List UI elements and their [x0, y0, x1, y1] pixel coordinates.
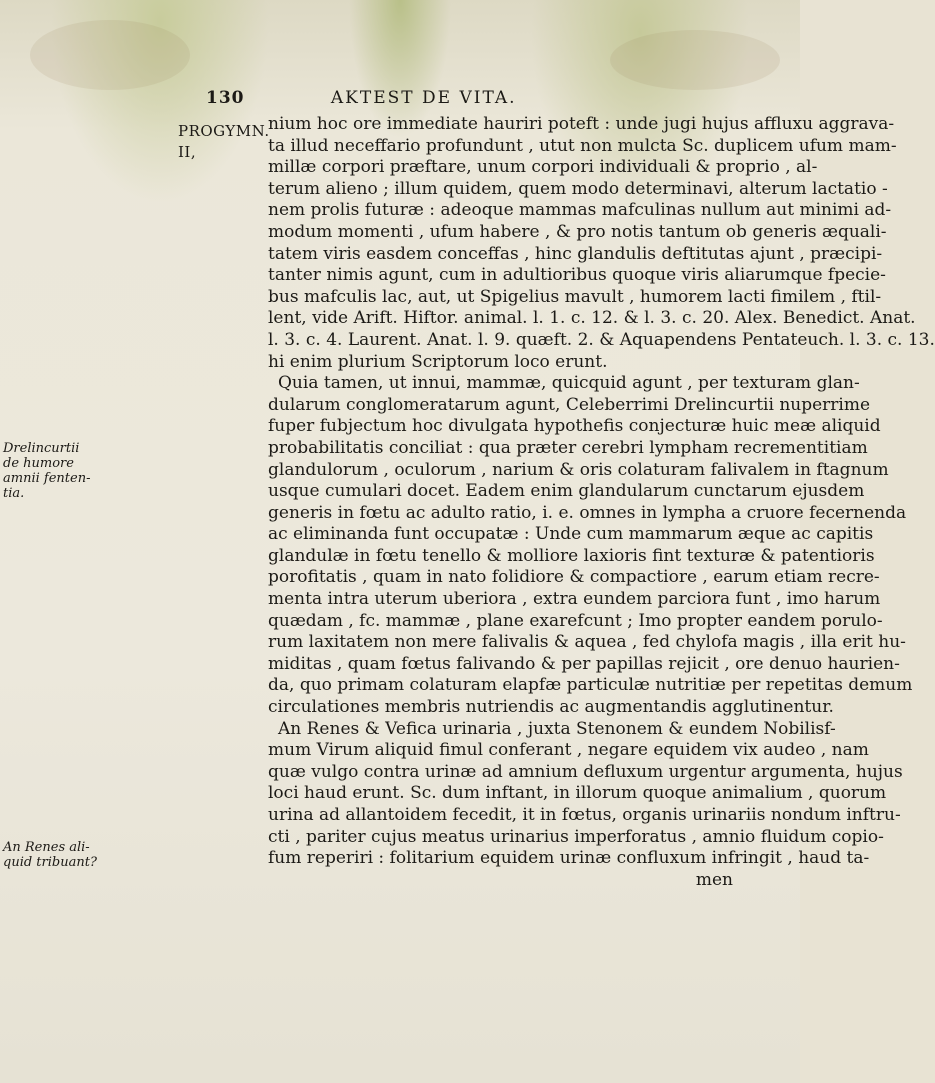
- margin-note-line: Drelincurtii: [3, 441, 80, 456]
- text-line: millæ corpori præftare, unum corpori individuali & proprio , al-: [268, 157, 818, 178]
- text-line: terum alieno ; illum quidem, quem modo determinavi, alterum lactatio -: [268, 178, 888, 199]
- running-head: [206, 88, 626, 108]
- text-line: generis in fœtu ac adulto ratio, i. e. omnes in lympha a cruore fecernenda: [268, 502, 907, 523]
- page-number: 130: [206, 88, 245, 108]
- text-line: Quia tamen, ut innui, mammæ, quicquid agunt , per texturam glan-: [278, 373, 860, 394]
- text-line: glandulorum , oculorum , narium & oris colaturam falivalem in ftagnum: [268, 459, 889, 480]
- margin-note-line: de humore: [3, 456, 74, 471]
- text-line: probabilitatis conciliat : qua præter cerebri lympham recrementitiam: [268, 437, 868, 458]
- text-line: quæ vulgo contra urinæ ad amnium defluxum urgentur argumenta, hujus: [268, 761, 903, 782]
- text-line: dularum conglomeratarum agunt, Celeberrimi Drelincurtii nuperrime: [268, 394, 871, 415]
- running-title: AKTEST DE VITA.: [330, 88, 517, 108]
- text-line: circulationes membris nutriendis ac augmentandis agglutinentur.: [268, 697, 834, 718]
- page-stain: [610, 30, 780, 90]
- margin-note-renes: [3, 840, 113, 870]
- text-line: quædam , fc. mammæ , plane exarefcunt ; Imo propter eandem porulo-: [268, 610, 883, 631]
- text-line: lent, vide Arift. Hiftor. animal. l. 1. c. 12. & l. 3. c. 20. Alex. Benedict. Anat.: [268, 308, 916, 329]
- text-line: porofitatis , quam in nato folidiore & compactiore , earum etiam recre-: [268, 567, 880, 588]
- text-line: rum laxitatem non mere falivalis & aquea , fed chylofa magis , illa erit hu-: [268, 632, 906, 653]
- text-line: ta illud neceffario profundunt , utut non mulcta Sc. duplicem ufum mam-: [268, 135, 897, 156]
- text-line: An Renes & Vefica urinaria , juxta Stenonem & eundem Nobilisf-: [278, 718, 836, 739]
- margin-note-line: tia.: [3, 486, 25, 501]
- page-stain: [30, 20, 190, 90]
- text-line: usque cumulari docet. Eadem enim glandularum cunctarum ejusdem: [268, 481, 865, 502]
- text-line: l. 3. c. 4. Laurent. Anat. l. 9. quæft. 2. & Aquapendens Pentateuch. l. 3. c. 13.: [268, 329, 935, 350]
- section-label: [178, 121, 270, 163]
- text-line: tatem viris easdem conceffas , hinc glandulis deftitutas ajunt , præcipi-: [268, 243, 883, 264]
- section-label-line: PROGYMN.: [178, 122, 270, 140]
- text-line: bus mafculis lac, aut, ut Spigelius mavult , humorem lacti fimilem , ftil-: [268, 286, 882, 307]
- text-line: cti , pariter cujus meatus urinarius imperforatus , amnio fluidum copio-: [268, 826, 884, 847]
- margin-note-line: amnii fenten-: [3, 471, 91, 486]
- text-line: glandulæ in fœtu tenello & molliore laxioris fint texturæ & patentioris: [268, 545, 875, 566]
- catchword: men: [695, 869, 733, 890]
- text-line: modum momenti , ufum habere , & pro notis tantum ob generis æquali-: [268, 221, 887, 242]
- text-line: menta intra uterum uberiora , extra eundem parciora funt , imo harum: [268, 589, 881, 610]
- text-line: loci haud erunt. Sc. dum inftant, in illorum quoque animalium , quorum: [268, 783, 887, 804]
- margin-note-line: quid tribuant?: [3, 855, 97, 870]
- text-line: miditas , quam fœtus falivando & per papillas rejicit , ore denuo haurien-: [268, 653, 900, 674]
- section-label-line: II,: [178, 143, 197, 161]
- margin-note-line: An Renes ali-: [3, 840, 90, 855]
- text-line: mum Virum aliquid fimul conferant , negare equidem vix audeo , nam: [268, 740, 869, 761]
- text-line: ac eliminanda funt occupatæ : Unde cum mammarum æque ac capitis: [268, 524, 874, 545]
- text-line: da, quo primam colaturam elapfæ particulæ nutritiæ per repetitas demum: [268, 675, 913, 696]
- text-line: fuper fubjectum hoc divulgata hypothefis conjecturæ huic meæ aliquid: [268, 416, 881, 437]
- body-text: [268, 114, 935, 891]
- text-line: fum reperiri : folitarium equidem urinæ confluxum infringit , haud ta-: [268, 848, 870, 869]
- text-line: nium hoc ore immediate hauriri poteft : unde jugi hujus affluxu aggrava-: [268, 114, 895, 134]
- text-line: nem prolis futuræ : adeoque mammas mafculinas nullum aut minimi ad-: [268, 200, 892, 221]
- text-line: urina ad allantoidem fecedit, it in fœtus, organis urinariis nondum inftru-: [268, 805, 901, 825]
- text-line: hi enim plurium Scriptorum loco erunt.: [268, 351, 608, 372]
- margin-note-drelincurtii: [3, 441, 113, 501]
- text-line: tanter nimis agunt, cum in adultioribus quoque viris aliarumque fpecie-: [268, 265, 886, 286]
